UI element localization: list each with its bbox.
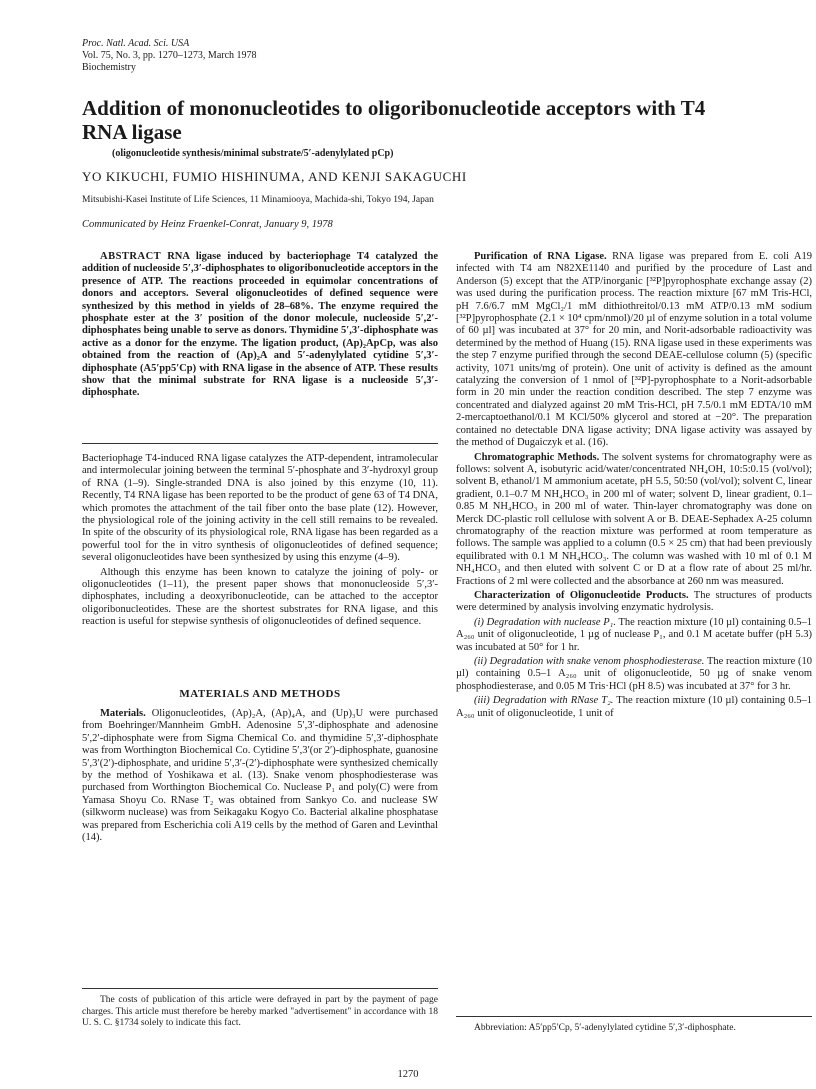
characterization-label: Characterization of Oligonucleotide Products. [474, 589, 689, 601]
abbreviations [456, 1023, 812, 1035]
degradation-2-label: (ii) Degradation with snake venom phosphodiesterase. [474, 656, 705, 667]
purification-label: Purification of RNA Ligase. [474, 251, 607, 262]
degradation-3-text: The reaction mixture (10 µl) containing 0.5–1 A₂₆₀ unit of oligonucleotide, 1 unit of [456, 695, 813, 719]
journal-header [82, 38, 257, 74]
article-title: Addition of mononucleotides to oligoribonucleotide acceptors with T4 RNA ligase [82, 96, 706, 144]
materials-section [82, 708, 438, 844]
degradation-1-label: (i) Degradation with nuclease P₁. [474, 616, 616, 628]
footnote [82, 995, 438, 1030]
keywords: (oligonucleotide synthesis/minimal substrate/5′-adenylylated pCp) [112, 148, 394, 159]
abstract-text: RNA ligase induced by bacteriophage T4 catalyzed the addition of nucleoside 5′,3′-diphosphates to oligoribonucleotide acceptors in the presence of ATP. The reactions proceeded in equimolar concentrations of donors and acceptors. Several oligonucleotides of defined sequence were synthesized by this method in yields of 28–68%. The enzyme required the phosphate ester at the 3′ position of the donor molecule, nucleoside 5′,2′-diphosphates being unable to serve as donors. Thymidine 5′,3′-diphosphate was active as a donor for the enzyme. The ligation product, (Ap)₂ApCp, was also obtained from the reaction of (Ap)₂A and 5′-adenylylated cytidine 5′,3′-diphosphate (A5′pp5′Cp) with RNA ligase in the absence of ATP. These results show that the minimal substrate for RNA ligase is a nucleoside 5′,3′-diphosphate. [82, 251, 438, 399]
abstract-divider [82, 443, 438, 444]
introduction [82, 453, 438, 629]
page-number: 1270 [397, 1069, 419, 1080]
journal-name: Proc. Natl. Acad. Sci. USA [82, 38, 190, 49]
degradation-3-label: (iii) Degradation with RNase T₂. [474, 695, 614, 707]
authors: YO KIKUCHI, FUMIO HISHINUMA, AND KENJI SAKAGUCHI [82, 169, 467, 184]
right-column [456, 251, 812, 720]
abstract [82, 251, 438, 400]
chromatographic-label: Chromatographic Methods. [474, 451, 600, 463]
degradation-2-text: The reaction mixture (10 µl) containing 0.5–1 A₂₆₀ unit of oligonucleotide, 50 µg of snake venom phosphodiesterase, and 0.05 M Tris·HCl (pH 8.5) was incubated at 37° for 3 hr. [456, 656, 812, 692]
intro-paragraph-1: Bacteriophage T4-induced RNA ligase catalyzes the ATP-dependent, intramolecular and intermolecular joining between the terminal 5′-phosphate and 3′-hydroxyl group of RNA (1–9). Single-stranded DNA is also joined by this enzyme (10, 11). Recently, T4 RNA ligase has been reported to be the product of gene 63 of T4 DNA, which promotes the attachment of the tail fiber onto the base plate (12). However, the physiological role of the joining activity in the cell still remains to be revealed. In spite of the obscurity of its physiological role, RNA ligase has been regarded as a powerful tool for the in vitro synthesis of oligonucleotides of defined sequence; several oligonucleotides have been synthesized by using this enzyme (4–9). [82, 453, 438, 564]
characterization-text: The structures of products were determined by analysis involving enzymatic hydrolysis. [456, 589, 812, 614]
abbreviation-text: Abbreviation: A5′pp5′Cp, 5′-adenylylated cytidine 5′,3′-diphosphate. [474, 1023, 736, 1033]
chromatographic-text: The solvent systems for chromatography were as follows: solvent A, isobutyric acid/water/concentrated NH₄OH, 10:5:0.15 (vol/vol); solvent B, ethanol/1 M ammonium acetate, pH 5.5, 50:50 (vol/vol); solvent C, linear gradient, 0.1–0.7 M NH₄HCO₃ in 200 ml of water; solvent D, linear gradient, 0.1–0.85 M NH₄HCO₃ in 200 ml of water. Thin-layer chromatography was done on Merck DC-plastic roll cellulose with solvent A or B. DEAE-Sephadex A-25 column chromatography of the reaction mixture was performed at room temperature as follows. The sample was applied to a column (0.5 × 25 cm) that had been previously equilibrated with 0.1 M NH₄HCO₃. The column was washed with 10 ml of 0.1 M NH₄HCO₃ and then eluted with solvent C or D at a flow rate of about 25 ml/hr. Fractions of 2 ml were collected and the absorbance at 260 nm was measured. [456, 451, 813, 587]
footnote-text: The costs of publication of this article were defrayed in part by the payment of page charges. This article must therefore be hereby marked "advertisement" in accordance with 18 U. S. C. §1734 solely to indicate this fact. [82, 995, 438, 1028]
communicated-by: Communicated by Heinz Fraenkel-Conrat, January 9, 1978 [82, 219, 333, 230]
affiliation: Mitsubishi-Kasei Institute of Life Sciences, 11 Minamiooya, Machida-shi, Tokyo 194, Japan [82, 195, 434, 205]
degradation-1-text: The reaction mixture (10 µl) containing 0.5–1 A₂₆₀ unit of oligonucleotide, 1 µg of nuclease P₁, and 0.1 M acetate buffer (pH 5.3) was incubated at 50° for 1 hr. [456, 616, 813, 653]
journal-section: Biochemistry [82, 62, 136, 73]
volume-line: Vol. 75, No. 3, pp. 1270–1273, March 1978 [82, 50, 257, 61]
abstract-label: ABSTRACT [100, 251, 162, 262]
materials-label: Materials. [100, 708, 146, 719]
footnote-divider [82, 988, 438, 989]
intro-paragraph-2: Although this enzyme has been known to catalyze the joining of poly- or oligonucleotides (1–11), the present paper shows that mononucleoside 5′,3′-diphosphates, including a deoxyribonucleotide, can be attached to the acceptor oligoribonucleotides. These are the shortest substrates for RNA ligase, and this reaction is useful for stepwise synthesis of oligonucleotides of defined sequence. [82, 566, 438, 628]
methods-heading: MATERIALS AND METHODS [179, 688, 341, 700]
abbreviation-divider [456, 1016, 812, 1017]
purification-text: RNA ligase was prepared from E. coli A19 infected with T4 am N82XE1140 and purified by the procedure of Last and Anderson (5) except that the ATP/inorganic [³²P]pyrophosphate exchange assay (2) was used during the purification process. The reaction mixture [67 mM Tris-HCl, pH 7.6/6.7 mM MgCl₂/1 mM dithiothreitol/0.13 mM ATP/0.13 mM sodium [³²P]pyrophosphate (2.1 × 10⁴ cpm/nmol)/20 µl of enzyme solution in a total volume of 60 µl] was incubated at 37° for 20 min, and Norit-adsorbable radioactivity was determined by the method of Huang (15). RNA ligase used in these experiments was the step 7 enzyme purified through the second DEAE-cellulose column (5) (specific activity, 1071 units/mg of protein). One unit of activity is defined as the amount catalyzing the conversion of 1 nmol of [³²P]-pyrophosphate to a Norit-adsorbable form in 20 min under the reaction condition described. The step 7 enzyme was concentrated and dialyzed against 20 mM Tris-HCl, pH 7.5/0.1 mM EDTA/10 mM 2-mercaptoethanol/0.1 M KCl/50% glycerol and stored at −20°. The preparation contained no detectable DNA ligase activity; DNA ligase activity was assayed by the method of Dugaiczyk et al. (16). [456, 251, 812, 449]
materials-text: Oligonucleotides, (Ap)₂A, (Ap)₄A, and (Up)₃U were purchased from Boehringer/Mannheim GmbH. Adenosine 5′,3′-diphosphate and adenosine 5′,2′-diphosphate were from Sigma Chemical Co. and thymidine 5′,3′-diphosphate was from Worthington Biochemical Co. Cytidine 5′,3′(or 2′)-diphosphate, guanosine 5′,3′(2′)-diphosphate, and uridine 5′,3′-(2′)-diphosphate were synthesized chemically by the method of Yoshikawa et al. (13). Snake venom phosphodiesterase was purchased from Worthington Biochemical Co. Nuclease P₁ and poly(C) were from Yamasa Shoyu Co. RNase T₂ was obtained from Sankyo Co. and nuclease SW (silkworm nuclease) was from Seikagaku Kogyo Co. Bacterial alkaline phosphatase was prepared from Escherichia coli A19 cells by the method of Garen and Levinthal (14). [82, 708, 439, 844]
